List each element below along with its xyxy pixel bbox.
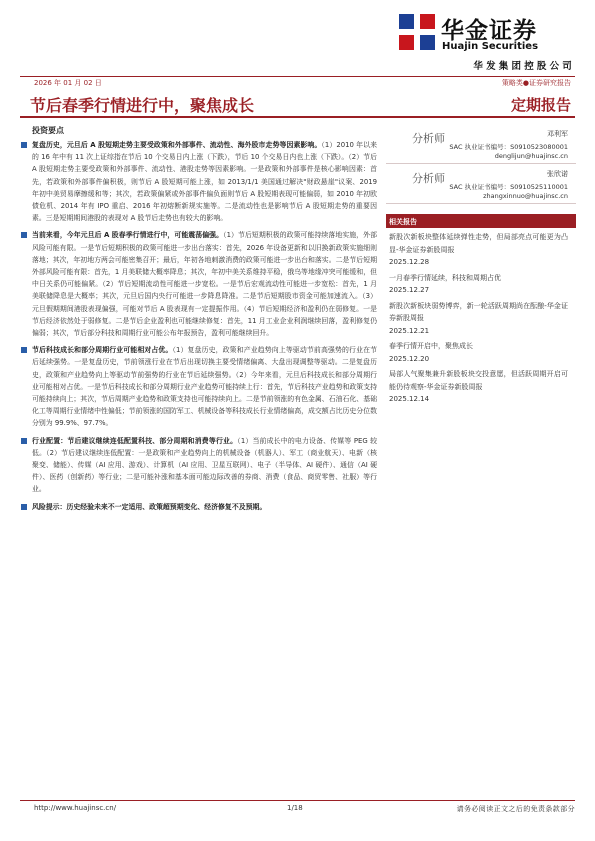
logo-chinese-name: 华金证券 bbox=[441, 18, 537, 44]
bullet-icon bbox=[21, 232, 27, 238]
analyst-name: 张欣诺 bbox=[547, 170, 568, 178]
analyst-cert: SAC 执业证书编号：S0910525110001 bbox=[449, 183, 568, 191]
point-body: （1）复盘历史，政策和产业趋势向上等驱动节前高强势的行业在节后延续强势。一是复盘历史，节前领涨行业在节后出现切换主要受情绪偏离、大盘出现调整等驱动。二是复盘历史，政策和产业趋势向上等驱动节前强势的行业在节后延续强势。（2）今年来看，元旦后科技成长和部分周期行业可能相对占优。一是节后科技成长和部分周期行业产业趋势可能持续上行：首先，节后科技产业趋势和政策支持可能持续向上；其次，节后周期产业趋势和政策支持也可能持续向上。二是节前领涨的有色金属、石油石化、基础化工等周期行业情绪中性偏低；节前领涨的国防军工、机械设备等科技成长行业情绪偏高，成交额占比历史分位数分别为 99.9%、97.7%。 bbox=[32, 346, 377, 428]
bullet-icon bbox=[21, 142, 27, 148]
related-report[interactable] bbox=[389, 340, 568, 365]
key-point bbox=[20, 229, 377, 339]
analyst-label: 分析师 bbox=[412, 132, 445, 145]
key-point bbox=[20, 435, 377, 496]
bullet-icon bbox=[21, 504, 27, 510]
point-lead: 风险提示：历史经验未来不一定适用、政策超预期变化、经济修复不及预期。 bbox=[32, 502, 267, 511]
related-report[interactable] bbox=[389, 231, 568, 269]
page-title: 节后春季行情进行中，聚焦成长 bbox=[30, 96, 255, 115]
analyst-name: 邓利军 bbox=[547, 130, 568, 138]
date-bar bbox=[20, 76, 575, 87]
bullet-icon bbox=[21, 438, 27, 444]
point-body: （1）当前成长中的电力设备、传媒等 PEG 较低。（2）节后建议继续连低配置：一是政策和产业趋势向上的机械设备（机器人）、军工（商业航天）、电新（核聚变、储能）、传媒（AI 应用、游戏）、计算机（AI 应用、卫星互联网）、电子（半导体、AI 硬件）、通信（AI 硬件）、医药（创新药）等行业；二是可能补涨和基本面可能边际改善的券商、消费（食品、商贸零售、社服）等行业。 bbox=[32, 436, 377, 494]
analyst-email[interactable]: zhangxinnuo@huajinsc.cn bbox=[483, 192, 568, 200]
company-logo bbox=[397, 10, 577, 60]
report-date: 2026 年 01 月 02 日 bbox=[34, 79, 102, 87]
key-point bbox=[20, 501, 377, 513]
related-report-date: 2025.12.14 bbox=[389, 395, 430, 403]
point-lead: 节后科技成长和部分周期行业可能相对占优。 bbox=[32, 346, 173, 355]
page-number: 1/18 bbox=[287, 804, 303, 812]
analyst-card bbox=[386, 166, 576, 204]
related-report-title[interactable]: 新股次新板块弱势博弈，新一轮活跃周期尚在酝酿-华金证券新股周报 bbox=[389, 301, 568, 322]
point-lead: 当前来看，今年元旦后 A 股春季行情进行中，可能震荡偏强。 bbox=[32, 231, 224, 240]
website-link[interactable]: http://www.huajinsc.cn/ bbox=[34, 804, 117, 812]
section-title: 投资要点 bbox=[32, 126, 64, 135]
analyst-cert: SAC 执业证书编号：S0910523080001 bbox=[449, 143, 568, 151]
related-report-date: 2025.12.21 bbox=[389, 326, 430, 335]
point-body: （1）节后短期积极的政策可能持续落地实施，外部风险可能有限。一是节后短期积极的政策可能进一步出台落实：首先，2026 年设备更新和以旧换新政策实施细则落地；其次，年初地方两会可能密集召开；最后，年初各地刺激消费的政策可能进一步出台和落实。二是节后短期外部风险可能有限：首先，1 月美联储大概率降息；其次，年初中美关系维持平稳，俄乌等地缘冲突可能缓和，但中日关系仍可能偏紧。（2）节后短期流动性可能进一步宽松。一是节后宏观流动性可能进一步宽松：首先，1 月美联储降息是大概率；其次，元旦后国内央行可能进一步降息降准。二是节后短期股市资金可能加速流入。（3）元旦假期期间港股表现偏强，可能对节后 A 股表现有一定提振作用。（4）节后短期经济和盈利仍在弱修复。一是节后经济依然处于弱修复。二是节后企业盈利也可能继续修复：首先，11 月工业企业利润继续回落，盈利修复仍偏弱；其次，节后部分科技和周期行业可能公布年报预告，盈利可能继续回升。 bbox=[32, 231, 377, 338]
report-category: 策略类●证券研究报告 bbox=[501, 79, 571, 87]
related-report[interactable] bbox=[389, 272, 568, 297]
related-report-title[interactable]: 春季行情开启中，聚焦成长 bbox=[389, 342, 473, 350]
related-reports-heading: 相关报告 bbox=[386, 214, 576, 228]
parent-company: 华发集团控股公司 bbox=[473, 61, 575, 72]
point-body: （1）2010 年以来的 16 年中有 11 次上证综指在节后 10 个交易日内上涨（下跌），节后 10 个交易日内也上涨（下跌）。（2）节后 A 股短期走势主要受政策和外部事件、流动性、港股走势等因素影响。一是政策和外部事件是核心影响因素：首先，若政策和外部事件偏积极，则节后 A 股短期可能上涨，如 2013/1/1 美国通过解决"财政悬崖"议案、2019 年初中美贸易摩擦缓和等；其次，若政策偏紧或外部事件偏负面则节后 A 股短期表现可能偏弱，如 2010 年初欧债危机、2014 年有 IPO 重启、2016 年初熔断新规实施等。二是流动性也是影响节后 A 股短期走势的重要因素。三是短期期间港股的表现对 A 股节后走势也有较大的影响。 bbox=[32, 141, 377, 223]
related-report-title[interactable]: 局部人气聚集兼升新股板块交投意愿，但活跃周期开启可能仍待观察-华金证券新股周报 bbox=[389, 370, 568, 391]
related-report-title[interactable]: 一月春季行情延续，科技和周期占优 bbox=[389, 273, 501, 282]
related-report[interactable] bbox=[389, 300, 568, 338]
bullet-icon bbox=[21, 347, 27, 353]
key-point bbox=[20, 139, 377, 224]
sidebar bbox=[386, 126, 576, 406]
disclaimer-note: 请务必阅读正文之后的免责条款部分 bbox=[456, 805, 575, 813]
footer-divider bbox=[20, 800, 575, 801]
title-bar bbox=[20, 90, 575, 118]
logo-english-name: Huajin Securities bbox=[442, 41, 539, 52]
analyst-card bbox=[386, 126, 576, 164]
related-report-date: 2025.12.28 bbox=[389, 258, 430, 266]
investment-highlights bbox=[20, 125, 377, 518]
related-report-date: 2025.12.27 bbox=[389, 286, 430, 294]
point-lead: 复盘历史，元旦后 A 股短期走势主要受政策和外部事件、流动性、海外股市走势等因素影响。 bbox=[32, 141, 322, 149]
related-report-title[interactable]: 新股次新板块整体延续弹性走势，但局部亮点可能更为凸显-华金证券新股周报 bbox=[389, 233, 568, 254]
report-type: 定期报告 bbox=[510, 96, 571, 114]
huajin-logo-mark bbox=[397, 12, 437, 52]
analyst-email[interactable]: denglijun@huajinsc.cn bbox=[494, 152, 568, 160]
analyst-label: 分析师 bbox=[412, 172, 445, 185]
point-lead: 行业配置：节后建议继续连低配置科技、部分周期和消费等行业。 bbox=[32, 436, 238, 445]
related-report[interactable] bbox=[389, 368, 568, 406]
related-report-date: 2025.12.20 bbox=[389, 354, 430, 363]
key-point bbox=[20, 344, 377, 429]
